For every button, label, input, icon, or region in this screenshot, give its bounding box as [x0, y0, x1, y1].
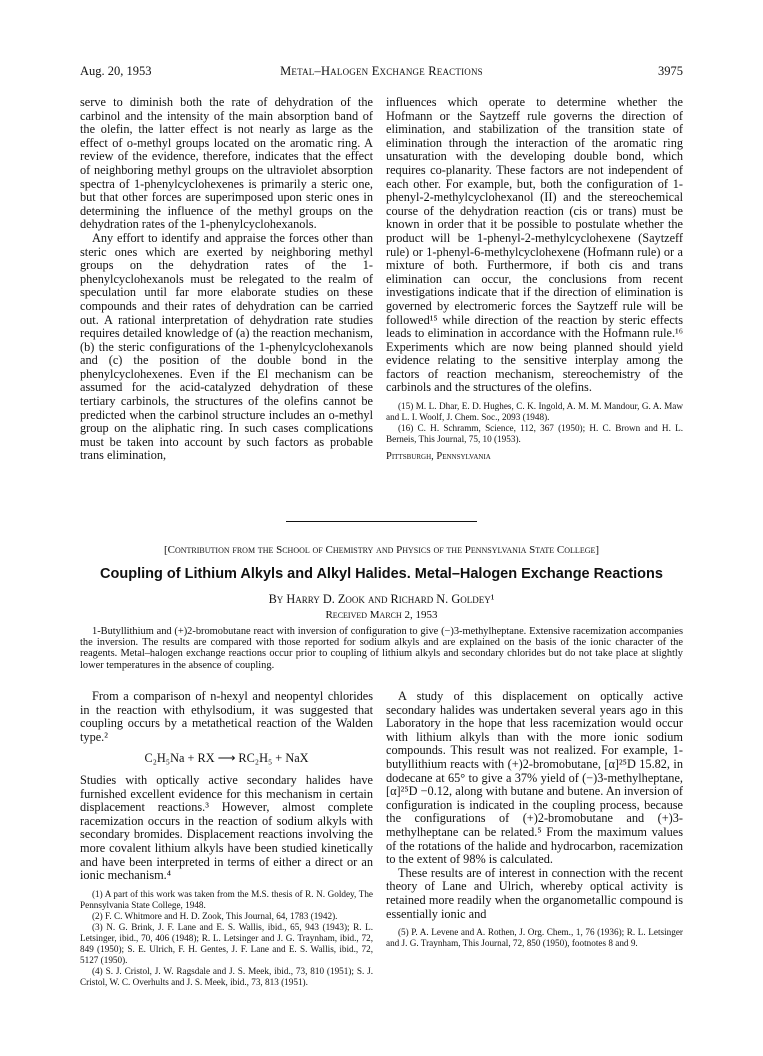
- footnotes: [80, 889, 373, 988]
- paragraph: serve to diminish both the rate of dehydration of the carbinol and the intensity of the main absorption band of the olefin, the latter effect is not nearly as large as the effect of o-methyl groups located on the aromatic ring. A review of the evidence, therefore, indicates that the effect of neighboring methyl groups on the ultraviolet absorption spectra of 1-phenylcyclohexenes is primarily a steric one, but that other forces are superimposed upon steric ones in determining the influence of the methyl groups on the dehydration rates of the 1-phenylcyclohexanols.: [80, 95, 373, 232]
- equation: C₂H₅Na + RX ⟶ RC₂H₅ + NaX: [144, 751, 309, 766]
- article-title: Coupling of Lithium Alkyls and Alkyl Halides. Metal–Halogen Exchange Reactions: [100, 566, 663, 582]
- footnote-1: (1) A part of this work was taken from the M.S. thesis of R. N. Goldey, The Pennsylvania State College, 1948.: [80, 888, 373, 910]
- footnote-16: (16) C. H. Schramm, Science, 112, 367 (1950); H. C. Brown and H. L. Berneis, This Journal, 75, 10 (1953).: [386, 423, 683, 445]
- abstract: [80, 626, 683, 671]
- location-line: Pittsburgh, Pennsylvania: [386, 451, 491, 463]
- paragraph: Any effort to identify and appraise the forces other than steric ones which are exerted by neighboring methyl groups on the dehydration rates of the 1-phenylcyclohexanols must be relegated to the realm of speculation until far more elaborate studies on these compounds and their rates of dehydration can be carried out. A rational interpretation of dehydration rate studies requires detailed knowledge of (a) the reaction mechanism, (b) the steric configurations of the 1-phenylcyclohexanols and (c) the position of the double bond in the phenylcyclohexenes. Even if the El mechanism can be assumed for the acid-catalyzed dehydration of these tertiary carbinols, the structures of the olefins cannot be predicted when the carbinol structure includes an o-methyl group on the aliphatic ring. In such cases complications must be taken into account by such factors as probable trans elimination,: [80, 230, 373, 463]
- received-date: Received March 2, 1953: [325, 609, 438, 621]
- paragraph: Studies with optically active secondary halides have furnished excellent evidence for this mechanism in certain displacement reactions.³ However, almost complete racemization occurs in the reaction of sodium alkyls with secondary bromides. Displacement reactions involving the more covalent lithium alkyls have been studied kinetically and have been interpreted in terms of either a direct or an ionic mechanism.⁴: [80, 772, 373, 883]
- footnotes: [386, 401, 683, 445]
- section-divider: [286, 521, 477, 522]
- authors-line: By Harry D. Zook and Richard N. Goldey¹: [268, 592, 495, 606]
- article-left-column: [80, 690, 373, 988]
- footnote-5: (5) P. A. Levene and A. Rothen, J. Org. Chem., 1, 76 (1936); R. L. Letsinger and J. G. Traynham, This Journal, 72, 850 (1950), footnotes 8 and 9.: [386, 927, 683, 949]
- header-page-number: 3975: [658, 64, 683, 78]
- footnote-4: (4) S. J. Cristol, J. W. Ragsdale and J. S. Meek, ibid., 73, 810 (1951); S. J. Cristol, W. C. Overhults and J. S. Meek, ibid., 73, 813 (1951).: [80, 965, 373, 987]
- footnote-2: (2) F. C. Whitmore and H. D. Zook, This Journal, 64, 1783 (1942).: [92, 910, 338, 921]
- footnotes: [386, 927, 683, 949]
- paragraph: From a comparison of n-hexyl and neopentyl chlorides in the reaction with ethylsodium, it was suggested that coupling occurs by a metathetical reaction of the Walden type.²: [80, 689, 373, 744]
- contribution-line: [Contribution from the School of Chemistry and Physics of the Pennsylvania State College]: [163, 544, 600, 556]
- running-header: [80, 64, 683, 80]
- prev-article-right-column: [386, 96, 683, 464]
- paragraph: These results are of interest in connection with the recent theory of Lane and Ulrich, whereby optical activity is retained more readily when the organometallic compound is essentially ionic and: [386, 865, 683, 921]
- prev-article-left-column: [80, 96, 373, 463]
- article-right-column: [386, 690, 683, 949]
- header-date: Aug. 20, 1953: [80, 64, 152, 78]
- footnote-15: (15) M. L. Dhar, E. D. Hughes, C. K. Ingold, A. M. M. Mandour, G. A. Maw and L. I. Woolf, J. Chem. Soc., 2093 (1948).: [386, 401, 683, 423]
- paragraph: A study of this displacement on optically active secondary halides was undertaken several years ago in this Laboratory in the hope that less racemization would occur with lithium alkyls than with the more ionic sodium compounds. This result was not realized. For example, 1-butyllithium reacts with (+)2-bromobutane, [α]²⁵D 15.82, in dodecane at 65° to give a 37% yield of (−)3-methylheptane, [α]²⁵D −0.12, along with butane and butene. An inversion of configuration is indicated in the coupling process, because the configurations of (+)2-bromobutane and (+)3-methylheptane can be related.⁵ From the maximum values of the rotations of the halide and hydrocarbon, racemization to the extent of 98% is calculated.: [386, 689, 683, 867]
- paragraph: influences which operate to determine whether the Hofmann or the Saytzeff rule governs the direction of elimination, and stabilization of the transition state of elimination through the interaction of the aromatic ring unsaturation with the developing double bond, which requires co-planarity. These factors are not independent of each other. For example, but, both the configuration of 1-phenyl-2-methylcyclohexanol (II) and the stereochemical course of the dehydration reaction (cis or trans) must be known in order that it be possible to postulate whether the product will be 1-phenyl-2-methylcyclohexene (Saytzeff rule) or 1-phenyl-6-methylcyclohexene (Hofmann rule) or a mixture of both. Furthermore, if both cis and trans elimination can occur, the conclusions from recent investigations indicate that if the direction of elimination is governed by electromeric forces the Saytzeff rule will be followed¹⁵ while direction of the reaction by steric effects leads to elimination in accordance with the Hofmann rule.¹⁶ Experiments which are now being planned should yield evidence relating to the sensitive interplay among the factors of reaction mechanism, stereochemistry of the carbinols and the structures of the olefins.: [386, 95, 683, 395]
- header-running-title: Metal–Halogen Exchange Reactions: [280, 64, 483, 78]
- abstract-text: 1-Butyllithium and (+)2-bromobutane react with inversion of configuration to give (−)3-methylheptane. Extensive racemization accompanies the inversion. The results are compared with those reported for sodium alkyls and are explained on the basis of the ionic character of the reagents. Metal–halogen exchange reactions occur prior to coupling of lithium alkyls and secondary chlorides but do not take place at slightly lower temperatures in the absence of coupling.: [80, 626, 683, 671]
- footnote-3: (3) N. G. Brink, J. F. Lane and E. S. Wallis, ibid., 65, 943 (1943); R. L. Letsinger, ibid., 70, 406 (1948); R. L. Letsinger and J. G. Traynham, ibid., 72, 849 (1950); S. E. Ulrich, F. H. Gentes, J. F. Lane and E. S. Wallis, ibid., 72, 5127 (1950).: [80, 921, 373, 965]
